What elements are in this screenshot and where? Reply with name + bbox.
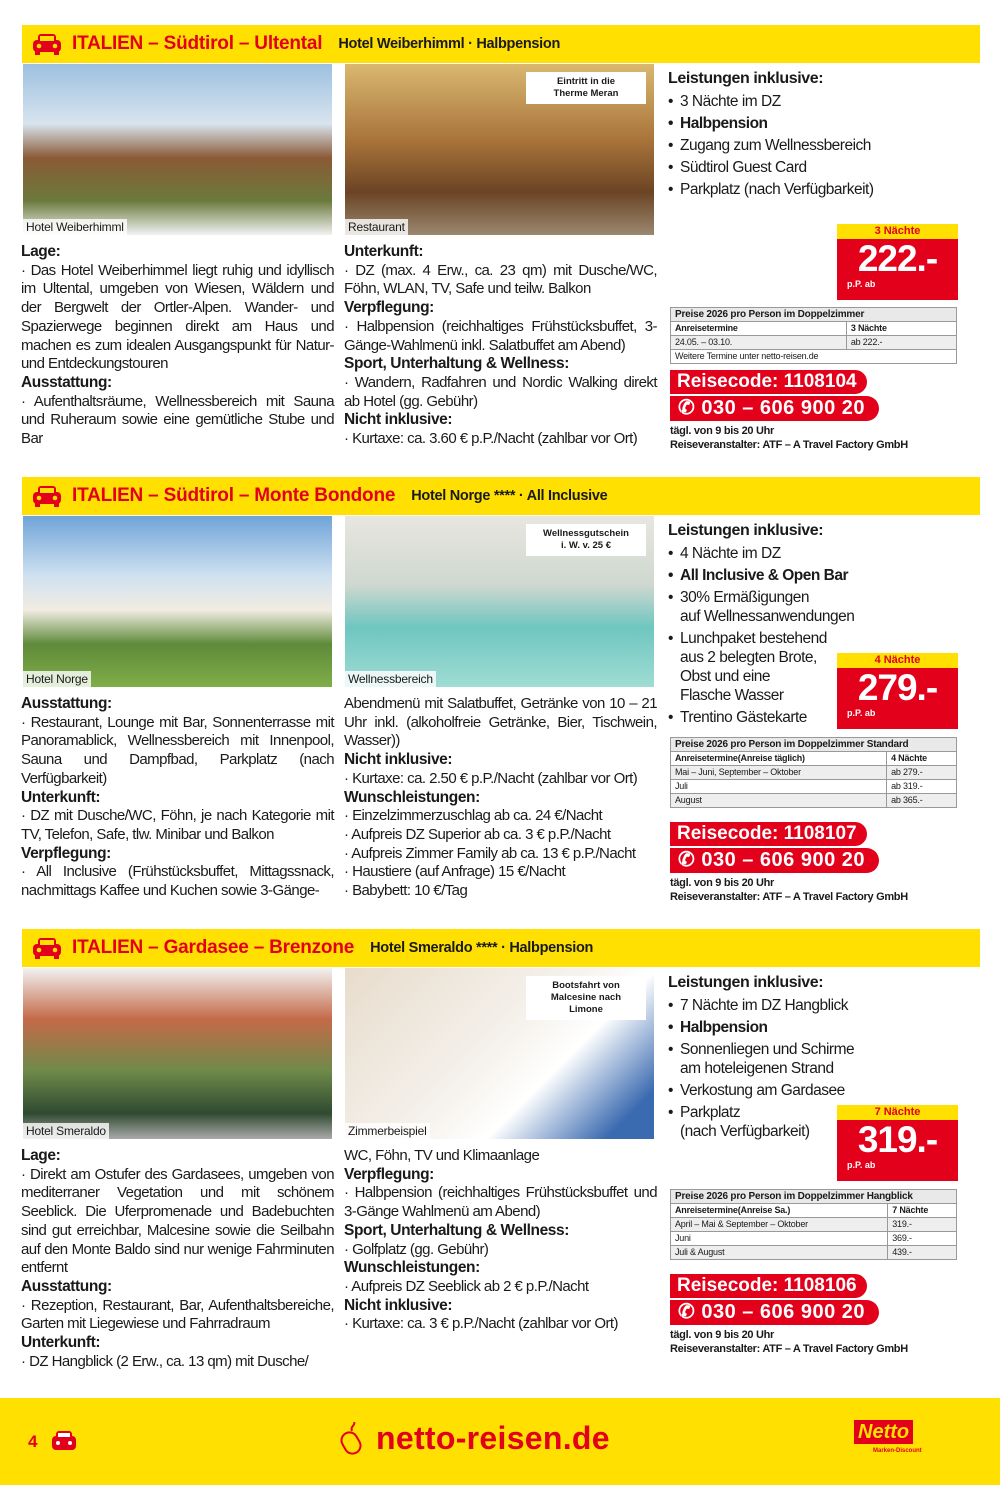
description-text: · Halbpension (reichhaltiges Frühstücksbuffet, 3-Gänge-Wahlmenü inkl. Salatbuffet am Abend) [344,317,657,354]
table-title-row [671,1190,957,1204]
price-table [670,1189,957,1260]
price-per-person: p.P. ab [847,1160,876,1170]
netto-logo: Netto [854,1420,913,1444]
description-column [21,695,334,901]
table-cell-price: ab 365.- [887,794,957,808]
section-heading: Ausstattung: [21,1277,112,1295]
price-table [670,737,957,808]
included-list [668,92,960,199]
hotel-name: Hotel Weiberhimml · Halbpension [338,36,561,52]
description-text: · Aufenthaltsräume, Wellnessbereich mit Sauna und Ruheraum sowie eine gemütliche Stube und Bar [21,392,334,448]
table-cell-dates: 24.05. – 03.10. [671,336,847,350]
table-cell-price: 369.- [888,1232,957,1246]
description-column [21,1147,334,1371]
price-table [670,307,957,364]
photo-caption: Hotel Smeraldo [23,1123,109,1139]
hotel-photo [23,968,332,1139]
description-text: · Restaurant, Lounge mit Bar, Sonnenterrasse mit Panoramablick, Wellnessbereich mit Innenpool, Sauna und Dampfbad, Parkplatz (nach Verfügbarkeit) [21,713,334,787]
section-heading: Wunschleistungen: [344,788,480,806]
table-cell-price: 319.- [888,1218,957,1232]
car-icon [32,485,62,507]
description-text: Abendmenü mit Salatbuffet, Getränke von 10 – 21 Uhr inkl. (alkoholfreie Getränke, Bier, Tischwein, Wasser)) [344,695,657,750]
price-value: 222.- [857,238,938,279]
section-heading: Verpflegung: [344,1165,434,1183]
description-text: · Haustiere (auf Anfrage) 15 €/Nacht [344,863,566,881]
phone-number: 030 – 606 900 20 [701,397,866,419]
description-text: · Direkt am Ostufer des Gardasees, umgeben von mediterraner Vegetation und mit schönem Seeblick. Die Uferpromenade und Badebuchten sind gut erreichbar, Malcesine sowie die Seilbahn auf den Monte Baldo sind nur wenige Fahrminuten entfernt [21,1165,334,1277]
included-item: • Lunchpaket bestehend aus 2 belegten Brote, Obst und eine Flasche Wasser [668,629,960,705]
car-icon [32,937,62,959]
description-text: · DZ Hangblick (2 Erw., ca. 13 qm) mit Dusche/ [21,1352,309,1370]
offer-section [0,25,1000,477]
car-icon [50,1430,78,1452]
photo-caption: Restaurant [345,219,408,235]
description-text: · Kurtaxe: ca. 2.50 € p.P./Nacht (zahlbar vor Ort) [344,769,638,787]
column-header [671,322,847,336]
table-row [671,780,957,794]
table-title-row [671,308,957,322]
hotel-name: Hotel Norge **** · All Inclusive [411,488,608,504]
included-item: • Parkplatz (nach Verfügbarkeit) [668,1103,960,1141]
section-heading: Lage: [21,1147,61,1164]
column-header: 3 Nächte [846,322,956,336]
website-link[interactable]: netto-reisen.de [376,1420,610,1456]
phone-number: 030 – 606 900 20 [701,849,866,871]
phone-button[interactable] [670,848,879,873]
column-header-label: Anreisetermine [675,753,738,763]
operator-text: Reiseveranstalter: ATF – A Travel Factory GmbH [670,439,908,451]
table-note: Weitere Termine unter netto-reisen.de [671,350,957,364]
description-text: · Aufpreis DZ Seeblick ab 2 € p.P./Nacht [344,1277,589,1295]
included-item: • Südtirol Guest Card [668,158,960,177]
section-header [22,477,980,515]
table-row [671,766,957,780]
table-row [671,1218,957,1232]
column-header [671,752,887,766]
price-box [837,653,958,729]
table-title: Preise 2026 pro Person im Doppelzimmer Hangblick [671,1190,957,1204]
section-heading: Nicht inklusive: [344,751,453,769]
section-heading: Verpflegung: [344,299,434,317]
included-item: • 3 Nächte im DZ [668,92,960,111]
column-header: 4 Nächte [887,752,957,766]
included-item: • 4 Nächte im DZ [668,544,960,563]
feature-photo [345,516,654,687]
column-header-note: (Anreise täglich) [737,753,805,763]
hours-text: tägl. von 9 bis 20 Uhr [670,425,775,437]
travel-code: Reisecode: 1108106 [670,1274,867,1298]
section-heading: Ausstattung: [21,695,112,712]
price-box [837,224,958,300]
photo-badge: Wellnessgutschein i. W. v. 25 € [526,524,646,556]
hours-text: tägl. von 9 bis 20 Uhr [670,1329,775,1341]
phone-icon: ✆ [678,849,702,871]
table-cell-dates: Juni [671,1232,888,1246]
phone-button[interactable] [670,396,879,421]
price-per-person: p.P. ab [847,708,876,718]
table-row [671,1232,957,1246]
operator-text: Reiseveranstalter: ATF – A Travel Factory GmbH [670,1343,908,1355]
included-item: • Parkplatz (nach Verfügbarkeit) [668,180,960,199]
table-title: Preise 2026 pro Person im Doppelzimmer Standard [671,738,957,752]
price-value: 279.- [857,667,938,708]
included-title: Leistungen inklusive: [668,70,824,87]
section-heading: Nicht inklusive: [344,1296,453,1314]
table-cell-dates: Mai – Juni, September – Oktober [671,766,887,780]
feature-photo [345,64,654,235]
region-title: ITALIEN – Gardasee – Brenzone [72,937,355,958]
photo-caption: Zimmerbeispiel [345,1123,430,1139]
hotel-name: Hotel Smeraldo **** · Halbpension [370,940,594,956]
column-header-note: (Anreise Sa.) [737,1205,791,1215]
table-cell-dates: August [671,794,887,808]
description-column [21,243,334,449]
section-heading: Nicht inklusive: [344,411,453,429]
table-header-row [671,322,957,336]
car-icon [32,33,62,55]
description-column [344,1147,657,1334]
included-item: • 30% Ermäßigungen auf Wellnessanwendungen [668,588,960,626]
section-heading: Wunschleistungen: [344,1259,480,1277]
table-title: Preise 2026 pro Person im Doppelzimmer [671,308,957,322]
description-text: · Kurtaxe: ca. 3 € p.P./Nacht (zahlbar vor Ort) [344,1315,618,1333]
price-nights: 7 Nächte [837,1105,958,1120]
section-heading: Sport, Unterhaltung & Wellness: [344,355,569,373]
included-item: • 7 Nächte im DZ Hangblick [668,996,960,1015]
included-item: • Verkostung am Gardasee [668,1081,960,1100]
description-text: · Einzelzimmerzuschlag ab ca. 24 €/Nacht [344,807,603,825]
footer [0,1398,1000,1485]
column-header: 7 Nächte [888,1204,957,1218]
table-cell-price: ab 319.- [887,780,957,794]
table-header-row [671,1204,957,1218]
price-nights: 4 Nächte [837,653,958,668]
table-cell-dates: April – Mai & September – Oktober [671,1218,888,1232]
offer-section [0,929,1000,1381]
hotel-photo [23,516,332,687]
price-per-person: p.P. ab [847,279,876,289]
table-row [671,1246,957,1260]
phone-icon: ✆ [678,1301,702,1323]
included-item: • Halbpension [668,1018,960,1037]
column-header-label: Anreisetermine [675,1205,738,1215]
section-heading: Lage: [21,243,61,260]
description-column [344,243,657,449]
table-row [671,336,957,350]
section-header [22,929,980,967]
description-text: · Kurtaxe: ca. 3.60 € p.P./Nacht (zahlbar vor Ort) [344,430,638,448]
section-header [22,25,980,63]
photo-badge: Bootsfahrt von Malcesine nach Limone [526,976,646,1020]
page-number: 4 [28,1432,38,1451]
price-value: 319.- [857,1119,938,1160]
feature-photo [345,968,654,1139]
table-header-row [671,752,957,766]
description-text: · Babybett: 10 €/Tag [344,882,468,900]
description-text: · Wandern, Radfahren und Nordic Walking direkt ab Hotel (gg. Gebühr) [344,373,657,410]
description-text: · Golfplatz (gg. Gebühr) [344,1240,489,1258]
table-note-row [671,350,957,364]
phone-button[interactable] [670,1300,879,1325]
region-title: ITALIEN – Südtirol – Monte Bondone [72,485,396,506]
region-title: ITALIEN – Südtirol – Ultental [72,33,323,54]
photo-badge: Eintritt in die Therme Meran [526,72,646,104]
description-text: · Das Hotel Weiberhimmel liegt ruhig und idyllisch im Ultental, umgeben von Wiesen, Wäldern und der Bergwelt der Ortler-Alpen. Wander- und Spazierwege beginnen direkt am Haus und machen es zum idealen Ausgangspunkt für Natur- und Entdeckungstouren [21,261,334,373]
included-item: • Halbpension [668,114,960,133]
description-text: · Halbpension (reichhaltiges Frühstücksbuffet und 3-Gänge Wahlmenü am Abend) [344,1184,657,1221]
description-text: · DZ (max. 4 Erw., ca. 23 qm) mit Dusche/WC, Föhn, WLAN, TV, Safe und teilw. Balkon [344,261,657,298]
travel-code: Reisecode: 1108104 [670,370,867,394]
section-heading: Sport, Unterhaltung & Wellness: [344,1221,569,1239]
description-text: · Aufpreis Zimmer Family ab ca. 13 € p.P./Nacht [344,844,636,862]
included-item: • Trentino Gästekarte [668,708,960,727]
operator-text: Reiseveranstalter: ATF – A Travel Factory GmbH [670,891,908,903]
hotel-photo [23,64,332,235]
section-heading: Verpflegung: [21,844,111,862]
netto-logo-subtitle: Marken-Discount [873,1448,922,1454]
description-text: WC, Föhn, TV und Klimaanlage [344,1147,540,1164]
section-heading: Ausstattung: [21,373,112,391]
photo-caption: Hotel Weiberhimml [23,219,127,235]
price-nights: 3 Nächte [837,224,958,239]
table-cell-dates: Juli & August [671,1246,888,1260]
table-cell-price: ab 222.- [846,336,956,350]
travel-code: Reisecode: 1108107 [670,822,867,846]
phone-icon: ✆ [678,397,702,419]
column-header-label: Anreisetermine [675,323,738,333]
section-heading: Unterkunft: [344,243,424,260]
description-text: · All Inclusive (Frühstücksbuffet, Mittagssnack, nachmittags Kaffee und Kuchen sowie 3-Gänge- [21,863,334,900]
description-column [344,695,657,901]
price-box [837,1105,958,1181]
table-cell-price: ab 279.- [887,766,957,780]
offer-section [0,477,1000,929]
phone-number: 030 – 606 900 20 [701,1301,866,1323]
table-title-row [671,738,957,752]
hours-text: tägl. von 9 bis 20 Uhr [670,877,775,889]
table-cell-price: 439.- [888,1246,957,1260]
included-item: • Zugang zum Wellnessbereich [668,136,960,155]
description-text: · Rezeption, Restaurant, Bar, Aufenthaltsbereiche, Garten mit Liegewiese und Fahrradraum [21,1296,334,1333]
section-heading: Unterkunft: [21,788,101,806]
description-text: · DZ mit Dusche/WC, Föhn, je nach Kategorie mit TV, Telefon, Safe, tlw. Minibar und Balkon [21,807,334,843]
included-item: • Sonnenliegen und Schirme am hoteleigenen Strand [668,1040,960,1078]
mouse-icon [340,1422,368,1456]
section-heading: Unterkunft: [21,1334,101,1352]
column-header [671,1204,888,1218]
description-text: · Aufpreis DZ Superior ab ca. 3 € p.P./Nacht [344,825,611,843]
photo-caption: Hotel Norge [23,671,91,687]
table-cell-dates: Juli [671,780,887,794]
included-services [668,70,960,202]
included-item: • All Inclusive & Open Bar [668,566,960,585]
included-title: Leistungen inklusive: [668,974,824,991]
table-row [671,794,957,808]
included-title: Leistungen inklusive: [668,522,824,539]
photo-caption: Wellnessbereich [345,671,436,687]
